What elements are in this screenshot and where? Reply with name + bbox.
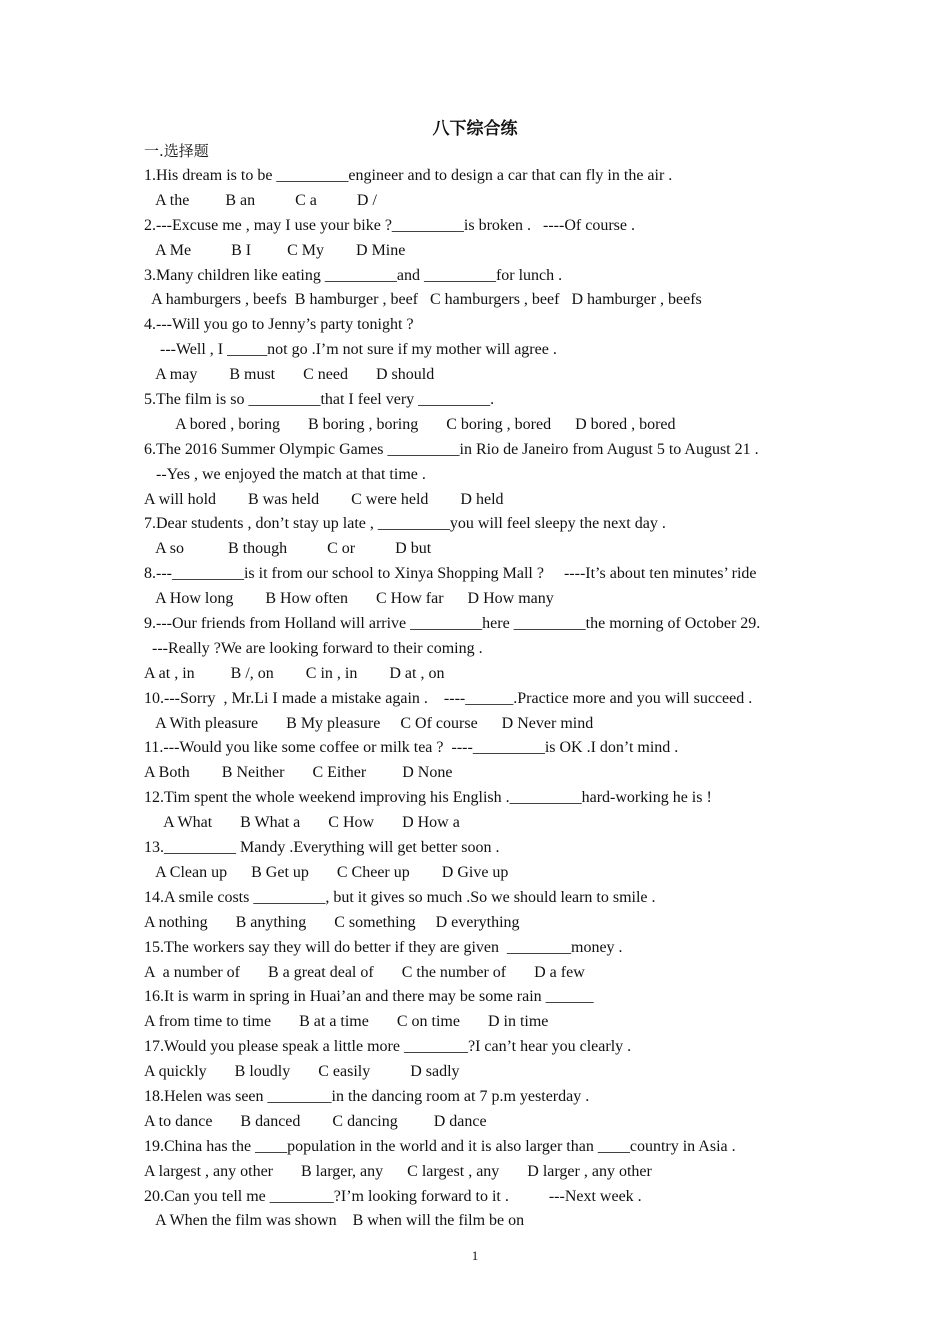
question-line: A What B What a C How D How a bbox=[144, 814, 460, 832]
question-line: ---Well , I _____not go .I’m not sure if my mother will agree . bbox=[144, 341, 557, 359]
question-line: 10.---Sorry , Mr.Li I made a mistake again . ----______.Practice more and you will succeed . bbox=[144, 689, 753, 707]
question-line: A from time to time B at a time C on time D in time bbox=[144, 1013, 549, 1031]
question-line: A largest , any other B larger, any C largest , any D larger , any other bbox=[144, 1162, 652, 1180]
question-line: A Clean up B Get up C Cheer up D Give up bbox=[144, 863, 509, 881]
question-line: A at , in B /, on C in , in D at , on bbox=[144, 664, 445, 682]
question-line: 9.---Our friends from Holland will arrive _________here _________the morning of October 29. bbox=[144, 615, 761, 633]
question-line: 19.China has the ____population in the world and it is also larger than ____country in Asia . bbox=[144, 1137, 736, 1155]
question-line: 15.The workers say they will do better if they are given ________money . bbox=[144, 938, 623, 956]
question-line: 12.Tim spent the whole weekend improving his English ._________hard-working he is ! bbox=[144, 789, 712, 807]
question-line: A will hold B was held C were held D held bbox=[144, 490, 504, 508]
question-line: A How long B How often C How far D How many bbox=[144, 590, 554, 608]
question-line: A so B though C or D but bbox=[144, 540, 432, 558]
question-line: A a number of B a great deal of C the number of D a few bbox=[144, 963, 585, 981]
question-line: A may B must C need D should bbox=[144, 366, 435, 384]
question-line: 18.Helen was seen ________in the dancing room at 7 p.m yesterday . bbox=[144, 1087, 590, 1105]
question-line: 8.---_________is it from our school to Xinya Shopping Mall ? ----It’s about ten minutes’ ride bbox=[144, 565, 757, 583]
page-number: 1 bbox=[471, 1248, 479, 1263]
question-line: A Me B I C My D Mine bbox=[144, 241, 406, 259]
question-line: 14.A smile costs _________, but it gives so much .So we should learn to smile . bbox=[144, 888, 656, 906]
question-line: 3.Many children like eating _________and _________for lunch . bbox=[144, 266, 563, 284]
question-line: 1.His dream is to be _________engineer and to design a car that can fly in the air . bbox=[144, 167, 673, 184]
question-line: 5.The film is so _________that I feel very _________. bbox=[144, 391, 495, 409]
page-title: 八下综合练 bbox=[432, 119, 518, 139]
question-line: A With pleasure B My pleasure C Of course D Never mind bbox=[144, 714, 594, 732]
question-line: 4.---Will you go to Jenny’s party tonight ? bbox=[144, 316, 414, 334]
question-line: 11.---Would you like some coffee or milk tea ? ----_________is OK .I don’t mind . bbox=[144, 739, 679, 757]
question-line: A hamburgers , beefs B hamburger , beef C hamburgers , beef D hamburger , beefs bbox=[144, 291, 702, 309]
question-line: ---Really ?We are looking forward to their coming . bbox=[144, 639, 483, 657]
question-line: A nothing B anything C something D everything bbox=[144, 913, 520, 931]
question-line: A Both B Neither C Either D None bbox=[144, 764, 453, 782]
question-line: 7.Dear students , don’t stay up late , _________you will feel sleepy the next day . bbox=[144, 515, 666, 533]
question-line: A bored , boring B boring , boring C boring , bored D bored , bored bbox=[144, 415, 676, 433]
question-line: 13._________ Mandy .Everything will get better soon . bbox=[144, 839, 500, 857]
question-line: A quickly B loudly C easily D sadly bbox=[144, 1063, 460, 1081]
question-line: 20.Can you tell me ________?I’m looking forward to it . ---Next week . bbox=[144, 1187, 642, 1205]
question-list bbox=[144, 164, 834, 1234]
section-heading: 一.选择题 bbox=[144, 142, 209, 160]
question-line: A When the film was shown B when will the film be on bbox=[144, 1212, 525, 1230]
question-line: A the B an C a D / bbox=[144, 191, 377, 209]
question-line: 16.It is warm in spring in Huai’an and there may be some rain ______ bbox=[144, 988, 594, 1006]
question-line: A to dance B danced C dancing D dance bbox=[144, 1112, 487, 1130]
question-line: --Yes , we enjoyed the match at that time . bbox=[144, 465, 426, 483]
question-line: 6.The 2016 Summer Olympic Games _________in Rio de Janeiro from August 5 to August 21 . bbox=[144, 440, 759, 458]
question-line: 17.Would you please speak a little more ________?I can’t hear you clearly . bbox=[144, 1038, 632, 1056]
question-line: 2.---Excuse me , may I use your bike ?_________is broken . ----Of course . bbox=[144, 216, 635, 234]
